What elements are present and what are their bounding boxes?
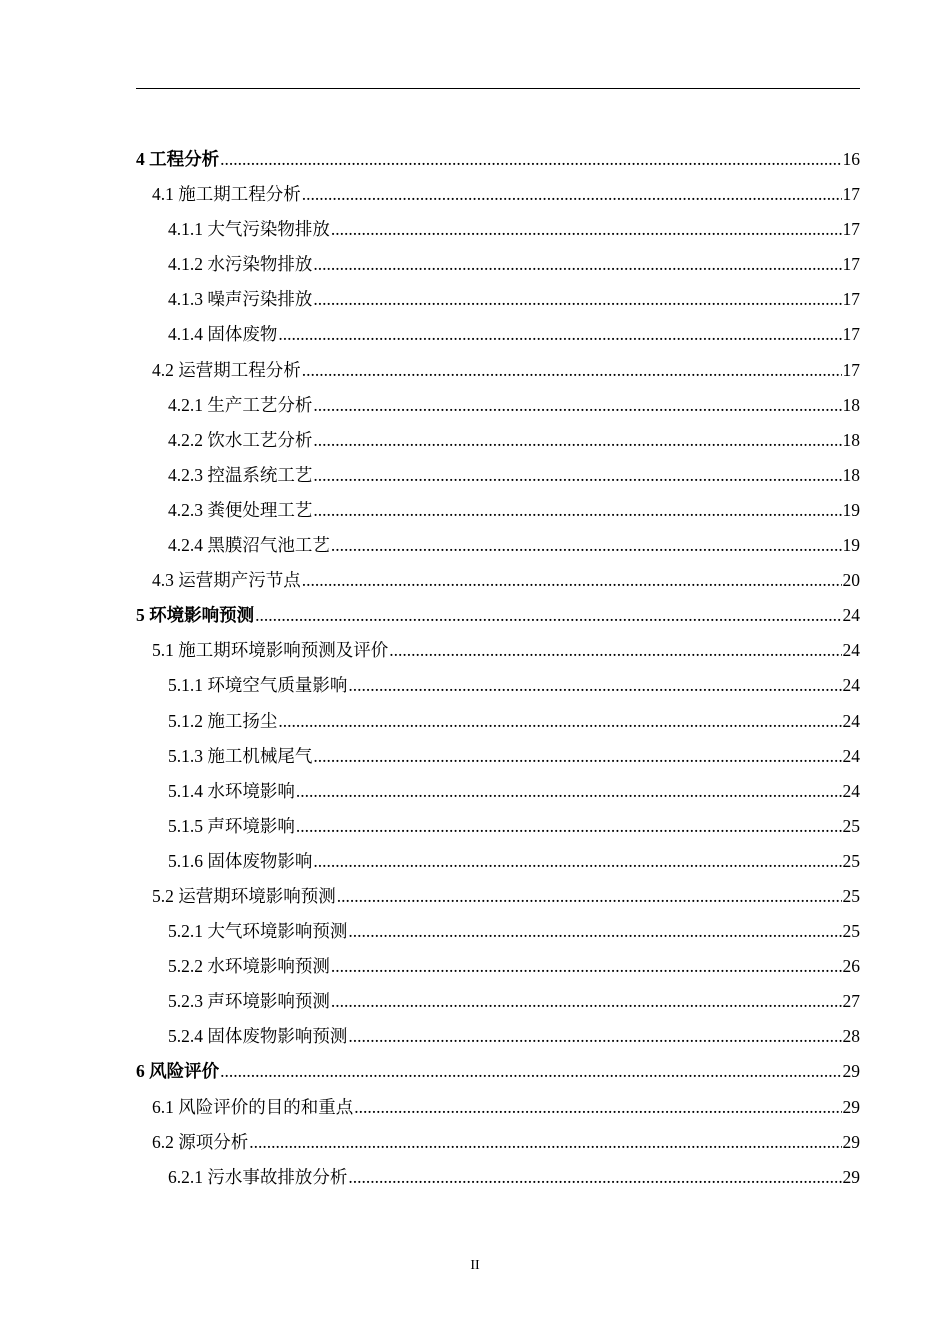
toc-entry[interactable]: [136, 809, 860, 844]
toc-entry-title: 4.2.3 粪便处理工艺: [168, 499, 313, 520]
toc-dot-leader: [313, 282, 841, 317]
toc-entry[interactable]: [136, 1090, 860, 1125]
toc-dot-leader: [348, 1160, 841, 1195]
toc-dot-leader: [331, 528, 842, 563]
toc-dot-leader: [348, 914, 841, 949]
table-of-contents: [136, 142, 860, 1195]
toc-entry-title: 4.1.1 大气污染物排放: [168, 219, 330, 240]
toc-entry-page: 17: [842, 324, 860, 345]
toc-entry-page: 19: [842, 499, 860, 520]
toc-dot-leader: [313, 493, 841, 528]
toc-entry[interactable]: [136, 388, 860, 423]
toc-entry-title: 5.1.3 施工机械尾气: [168, 745, 313, 766]
toc-dot-leader: [249, 1125, 841, 1160]
toc-entry-title: 5.1.4 水环境影响: [168, 780, 295, 801]
toc-entry[interactable]: [136, 739, 860, 774]
toc-dot-leader: [313, 844, 841, 879]
toc-entry-page: 24: [842, 640, 860, 661]
toc-entry-page: 17: [842, 219, 860, 240]
toc-entry[interactable]: [136, 774, 860, 809]
toc-entry-title: 5.1.5 声环境影响: [168, 815, 295, 836]
toc-entry[interactable]: [136, 563, 860, 598]
toc-entry[interactable]: [136, 282, 860, 317]
toc-entry[interactable]: [136, 633, 860, 668]
toc-entry-page: 26: [842, 956, 860, 977]
toc-entry[interactable]: [136, 984, 860, 1019]
toc-dot-leader: [313, 388, 841, 423]
toc-dot-leader: [302, 563, 842, 598]
toc-entry-page: 28: [842, 1026, 860, 1047]
toc-entry[interactable]: [136, 704, 860, 739]
toc-entry-page: 19: [842, 535, 860, 556]
toc-entry-title: 4 工程分析: [136, 149, 220, 169]
toc-entry[interactable]: [136, 423, 860, 458]
toc-entry-title: 5.2.1 大气环境影响预测: [168, 921, 348, 942]
toc-entry-title: 4.3 运营期产污节点: [152, 570, 301, 591]
toc-entry-page: 18: [842, 394, 860, 415]
toc-dot-leader: [313, 458, 841, 493]
toc-entry[interactable]: [136, 1054, 860, 1089]
toc-entry-title: 4.2.1 生产工艺分析: [168, 394, 313, 415]
toc-entry-page: 18: [842, 464, 860, 485]
toc-entry-page: 25: [842, 885, 860, 906]
toc-entry-page: 18: [842, 429, 860, 450]
toc-dot-leader: [313, 739, 841, 774]
toc-entry-title: 5.1 施工期环境影响预测及评价: [152, 640, 389, 661]
toc-dot-leader: [296, 774, 842, 809]
toc-entry[interactable]: [136, 914, 860, 949]
toc-entry-title: 5.2.4 固体废物影响预测: [168, 1026, 348, 1047]
toc-entry-title: 6.1 风险评价的目的和重点: [152, 1096, 354, 1117]
toc-entry[interactable]: [136, 142, 860, 177]
toc-entry-page: 17: [842, 184, 860, 205]
toc-entry[interactable]: [136, 493, 860, 528]
toc-entry-title: 5.1.2 施工扬尘: [168, 710, 278, 731]
toc-entry-title: 4.2.2 饮水工艺分析: [168, 429, 313, 450]
toc-entry[interactable]: [136, 598, 860, 633]
toc-entry-page: 29: [842, 1096, 860, 1117]
toc-entry[interactable]: [136, 1160, 860, 1195]
toc-entry-title: 4.1.2 水污染物排放: [168, 254, 313, 275]
toc-entry[interactable]: [136, 317, 860, 352]
toc-entry[interactable]: [136, 528, 860, 563]
toc-dot-leader: [278, 317, 841, 352]
toc-entry-title: 4.1 施工期工程分析: [152, 184, 301, 205]
toc-entry-title: 4.1.4 固体废物: [168, 324, 278, 345]
toc-entry-page: 25: [842, 921, 860, 942]
toc-dot-leader: [313, 247, 841, 282]
toc-entry-page: 25: [842, 850, 860, 871]
toc-entry-page: 24: [842, 710, 860, 731]
toc-dot-leader: [313, 423, 841, 458]
toc-entry-page: 16: [842, 149, 860, 169]
toc-entry[interactable]: [136, 353, 860, 388]
toc-entry[interactable]: [136, 177, 860, 212]
toc-entry-page: 17: [842, 254, 860, 275]
toc-dot-leader: [296, 809, 842, 844]
toc-dot-leader: [389, 633, 841, 668]
header-rule: [136, 88, 860, 89]
toc-dot-leader: [220, 1054, 841, 1089]
toc-entry[interactable]: [136, 212, 860, 247]
toc-entry-page: 29: [842, 1061, 860, 1082]
toc-entry-title: 5.1.1 环境空气质量影响: [168, 675, 348, 696]
toc-dot-leader: [331, 984, 842, 1019]
toc-entry-page: 24: [842, 675, 860, 696]
toc-entry-title: 5 环境影响预测: [136, 605, 255, 626]
toc-entry-page: 20: [842, 570, 860, 591]
toc-entry-title: 5.2 运营期环境影响预测: [152, 885, 336, 906]
toc-entry-page: 27: [842, 991, 860, 1012]
toc-entry-page: 29: [842, 1131, 860, 1152]
toc-entry-title: 5.2.2 水环境影响预测: [168, 956, 330, 977]
toc-dot-leader: [220, 142, 841, 177]
toc-dot-leader: [331, 949, 842, 984]
toc-entry[interactable]: [136, 844, 860, 879]
toc-entry-page: 25: [842, 815, 860, 836]
toc-entry-page: 24: [842, 780, 860, 801]
toc-dot-leader: [354, 1090, 841, 1125]
toc-entry-page: 17: [842, 359, 860, 380]
toc-entry-title: 6.2 源项分析: [152, 1131, 249, 1152]
toc-dot-leader: [278, 704, 841, 739]
toc-dot-leader: [331, 212, 842, 247]
toc-entry-page: 29: [842, 1166, 860, 1187]
toc-entry-title: 4.1.3 噪声污染排放: [168, 289, 313, 310]
toc-entry-page: 24: [842, 745, 860, 766]
toc-entry[interactable]: [136, 1125, 860, 1160]
toc-entry[interactable]: [136, 668, 860, 703]
toc-entry-title: 5.2.3 声环境影响预测: [168, 991, 330, 1012]
toc-dot-leader: [337, 879, 842, 914]
toc-entry[interactable]: [136, 458, 860, 493]
toc-dot-leader: [255, 598, 841, 633]
toc-entry-title: 4.2 运营期工程分析: [152, 359, 301, 380]
toc-dot-leader: [302, 353, 842, 388]
toc-entry[interactable]: [136, 247, 860, 282]
toc-entry[interactable]: [136, 949, 860, 984]
toc-entry-page: 24: [842, 605, 860, 626]
toc-entry-title: 6 风险评价: [136, 1061, 220, 1082]
toc-entry-title: 4.2.3 控温系统工艺: [168, 464, 313, 485]
toc-dot-leader: [302, 177, 842, 212]
page-number: II: [470, 1258, 480, 1273]
toc-entry[interactable]: [136, 1019, 860, 1054]
toc-entry[interactable]: [136, 879, 860, 914]
toc-dot-leader: [348, 668, 841, 703]
toc-entry-title: 6.2.1 污水事故排放分析: [168, 1166, 348, 1187]
toc-entry-title: 4.2.4 黑膜沼气池工艺: [168, 535, 330, 556]
toc-dot-leader: [348, 1019, 841, 1054]
toc-entry-title: 5.1.6 固体废物影响: [168, 850, 313, 871]
toc-entry-page: 17: [842, 289, 860, 310]
